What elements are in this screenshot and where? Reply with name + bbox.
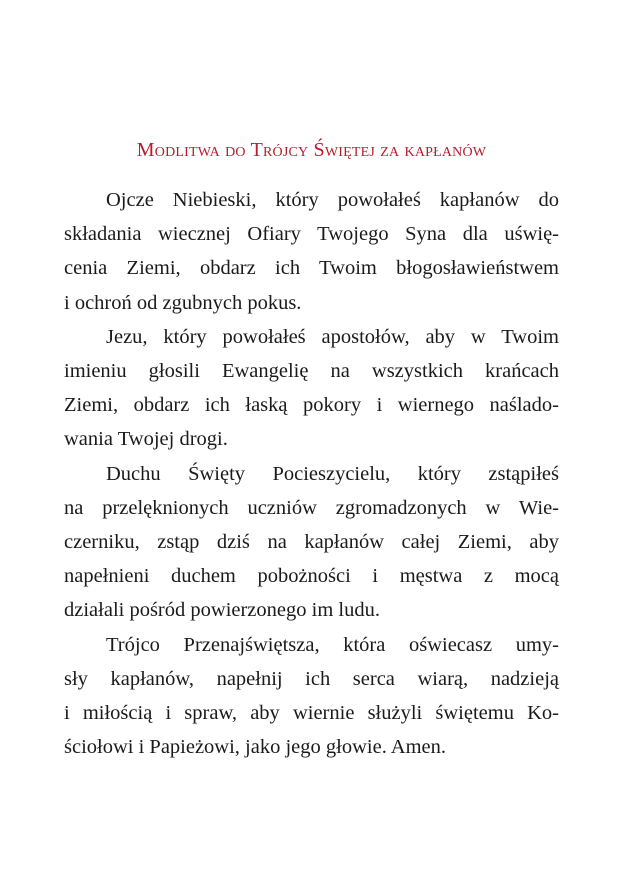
text-line: Ziemi, obdarz ich łaską pokory i wiernego naślado-: [64, 394, 559, 417]
prayer-body: [64, 183, 559, 764]
prayer-page: [64, 0, 559, 764]
text-line: Ojcze Niebieski, który powołałeś kapłanów do: [106, 189, 559, 211]
text-line: składania wiecznej Ofiary Twojego Syna dla uświę-: [64, 223, 559, 246]
text-line: Duchu Święty Pocieszycielu, który zstąpiłeś: [106, 462, 559, 485]
text-line: działali pośród powierzonego im ludu.: [64, 599, 380, 622]
paragraph-jesus: [64, 320, 559, 457]
text-line: wania Twojej drogi.: [64, 428, 228, 451]
text-line: i ochroń od zgubnych pokus.: [64, 291, 302, 314]
paragraph-trinity: [64, 628, 559, 765]
text-line: napełnieni duchem pobożności i męstwa z mocą: [64, 565, 559, 588]
text-line: cenia Ziemi, obdarz ich Twoim błogosławieństwem: [64, 257, 559, 280]
prayer-title: Modlitwa do Trójcy Świętej za kapłanów: [136, 139, 487, 161]
text-line: ściołowi i Papieżowi, jako jego głowie. Amen.: [64, 736, 447, 759]
text-line: na przelęknionych uczniów zgromadzonych w Wie-: [64, 496, 559, 519]
text-line: sły kapłanów, napełnij ich serca wiarą, nadzieją: [64, 667, 559, 690]
text-line: Jezu, który powołałeś apostołów, aby w Twoim: [106, 325, 559, 348]
text-line: czerniku, zstąp dziś na kapłanów całej Ziemi, aby: [64, 531, 559, 554]
paragraph-father: [64, 183, 559, 320]
text-line: i miłością i spraw, aby wiernie służyli świętemu Ko-: [64, 702, 559, 725]
paragraph-holy-spirit: [64, 457, 559, 628]
text-line: imieniu głosili Ewangelię na wszystkich krańcach: [64, 360, 559, 383]
text-line: Trójco Przenajświętsza, która oświecasz umy-: [106, 633, 559, 656]
